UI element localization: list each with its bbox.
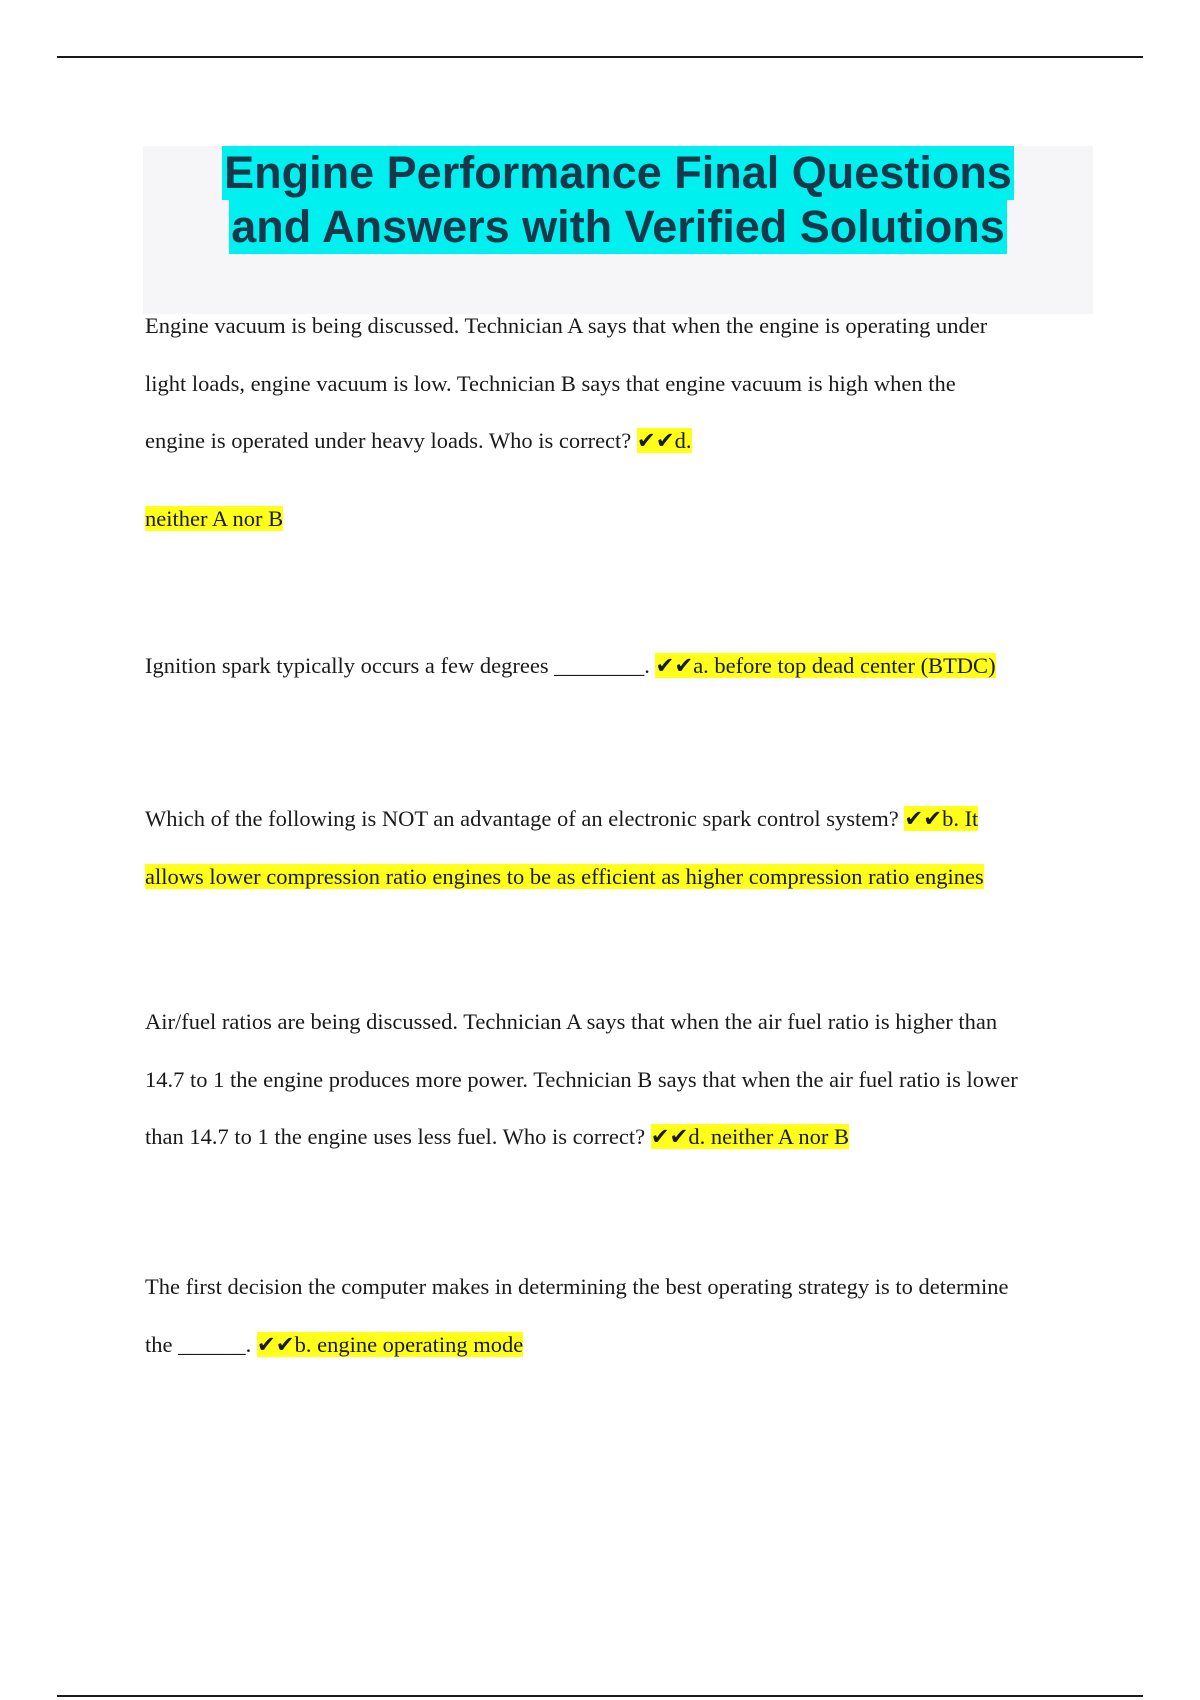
question-3-line-1-text: Which of the following is NOT an advantage of an electronic spark control system?: [145, 806, 905, 831]
answer-3-inline: ✔✔b. It: [904, 806, 979, 831]
question-1-line-3: [145, 412, 1095, 470]
question-2-line-1-text: Ignition spark typically occurs a few degrees ________.: [145, 653, 656, 678]
answer-1-continuation: [145, 490, 1095, 548]
document-title-block: [143, 146, 1093, 314]
question-4-line-2: 14.7 to 1 the engine produces more power. Technician B says that when the air fuel ratio is lower: [145, 1066, 1018, 1092]
question-4: [145, 993, 1095, 1166]
answer-3-text: allows lower compression ratio engines to be as efficient as higher compression ratio engines: [145, 863, 984, 889]
header-rule: [57, 56, 1143, 58]
answer-1-inline: ✔✔d.: [636, 428, 692, 453]
question-2: [145, 637, 1095, 695]
answer-5-inline: ✔✔b. engine operating mode: [256, 1331, 524, 1357]
question-2-line-1: [145, 637, 1095, 695]
answer-4-inline: ✔✔d. neither A nor B: [650, 1124, 850, 1149]
question-3-line-1: [145, 790, 1095, 848]
question-5: [145, 1258, 1095, 1373]
answer-2-inline: ✔✔a. before top dead center (BTDC): [655, 653, 996, 678]
document-title-line-1: Engine Performance Final Questions: [224, 147, 1012, 198]
question-5-line-1: The first decision the computer makes in determining the best operating strategy is to determine: [145, 1274, 1009, 1299]
question-1-line-1: Engine vacuum is being discussed. Technician A says that when the engine is operating under: [145, 313, 988, 338]
question-1: [145, 297, 1095, 470]
question-1-line-3-text: engine is operated under heavy loads. Who is correct?: [145, 428, 637, 453]
question-1-line-2: light loads, engine vacuum is low. Technician B says that engine vacuum is high when the: [145, 370, 956, 396]
footer-rule: [57, 1695, 1143, 1697]
answer-1-text: neither A nor B: [145, 506, 284, 531]
question-5-line-2: [145, 1316, 1095, 1374]
question-4-line-3-text: than 14.7 to 1 the engine uses less fuel. Who is correct?: [145, 1124, 651, 1149]
question-4-line-3: [145, 1108, 1095, 1166]
question-5-line-2-text: the ______.: [145, 1331, 257, 1357]
question-4-line-1: Air/fuel ratios are being discussed. Technician A says that when the air fuel ratio is higher than: [145, 1009, 998, 1034]
document-title-line-2: and Answers with Verified Solutions: [231, 201, 1005, 252]
question-3: [145, 790, 1095, 905]
